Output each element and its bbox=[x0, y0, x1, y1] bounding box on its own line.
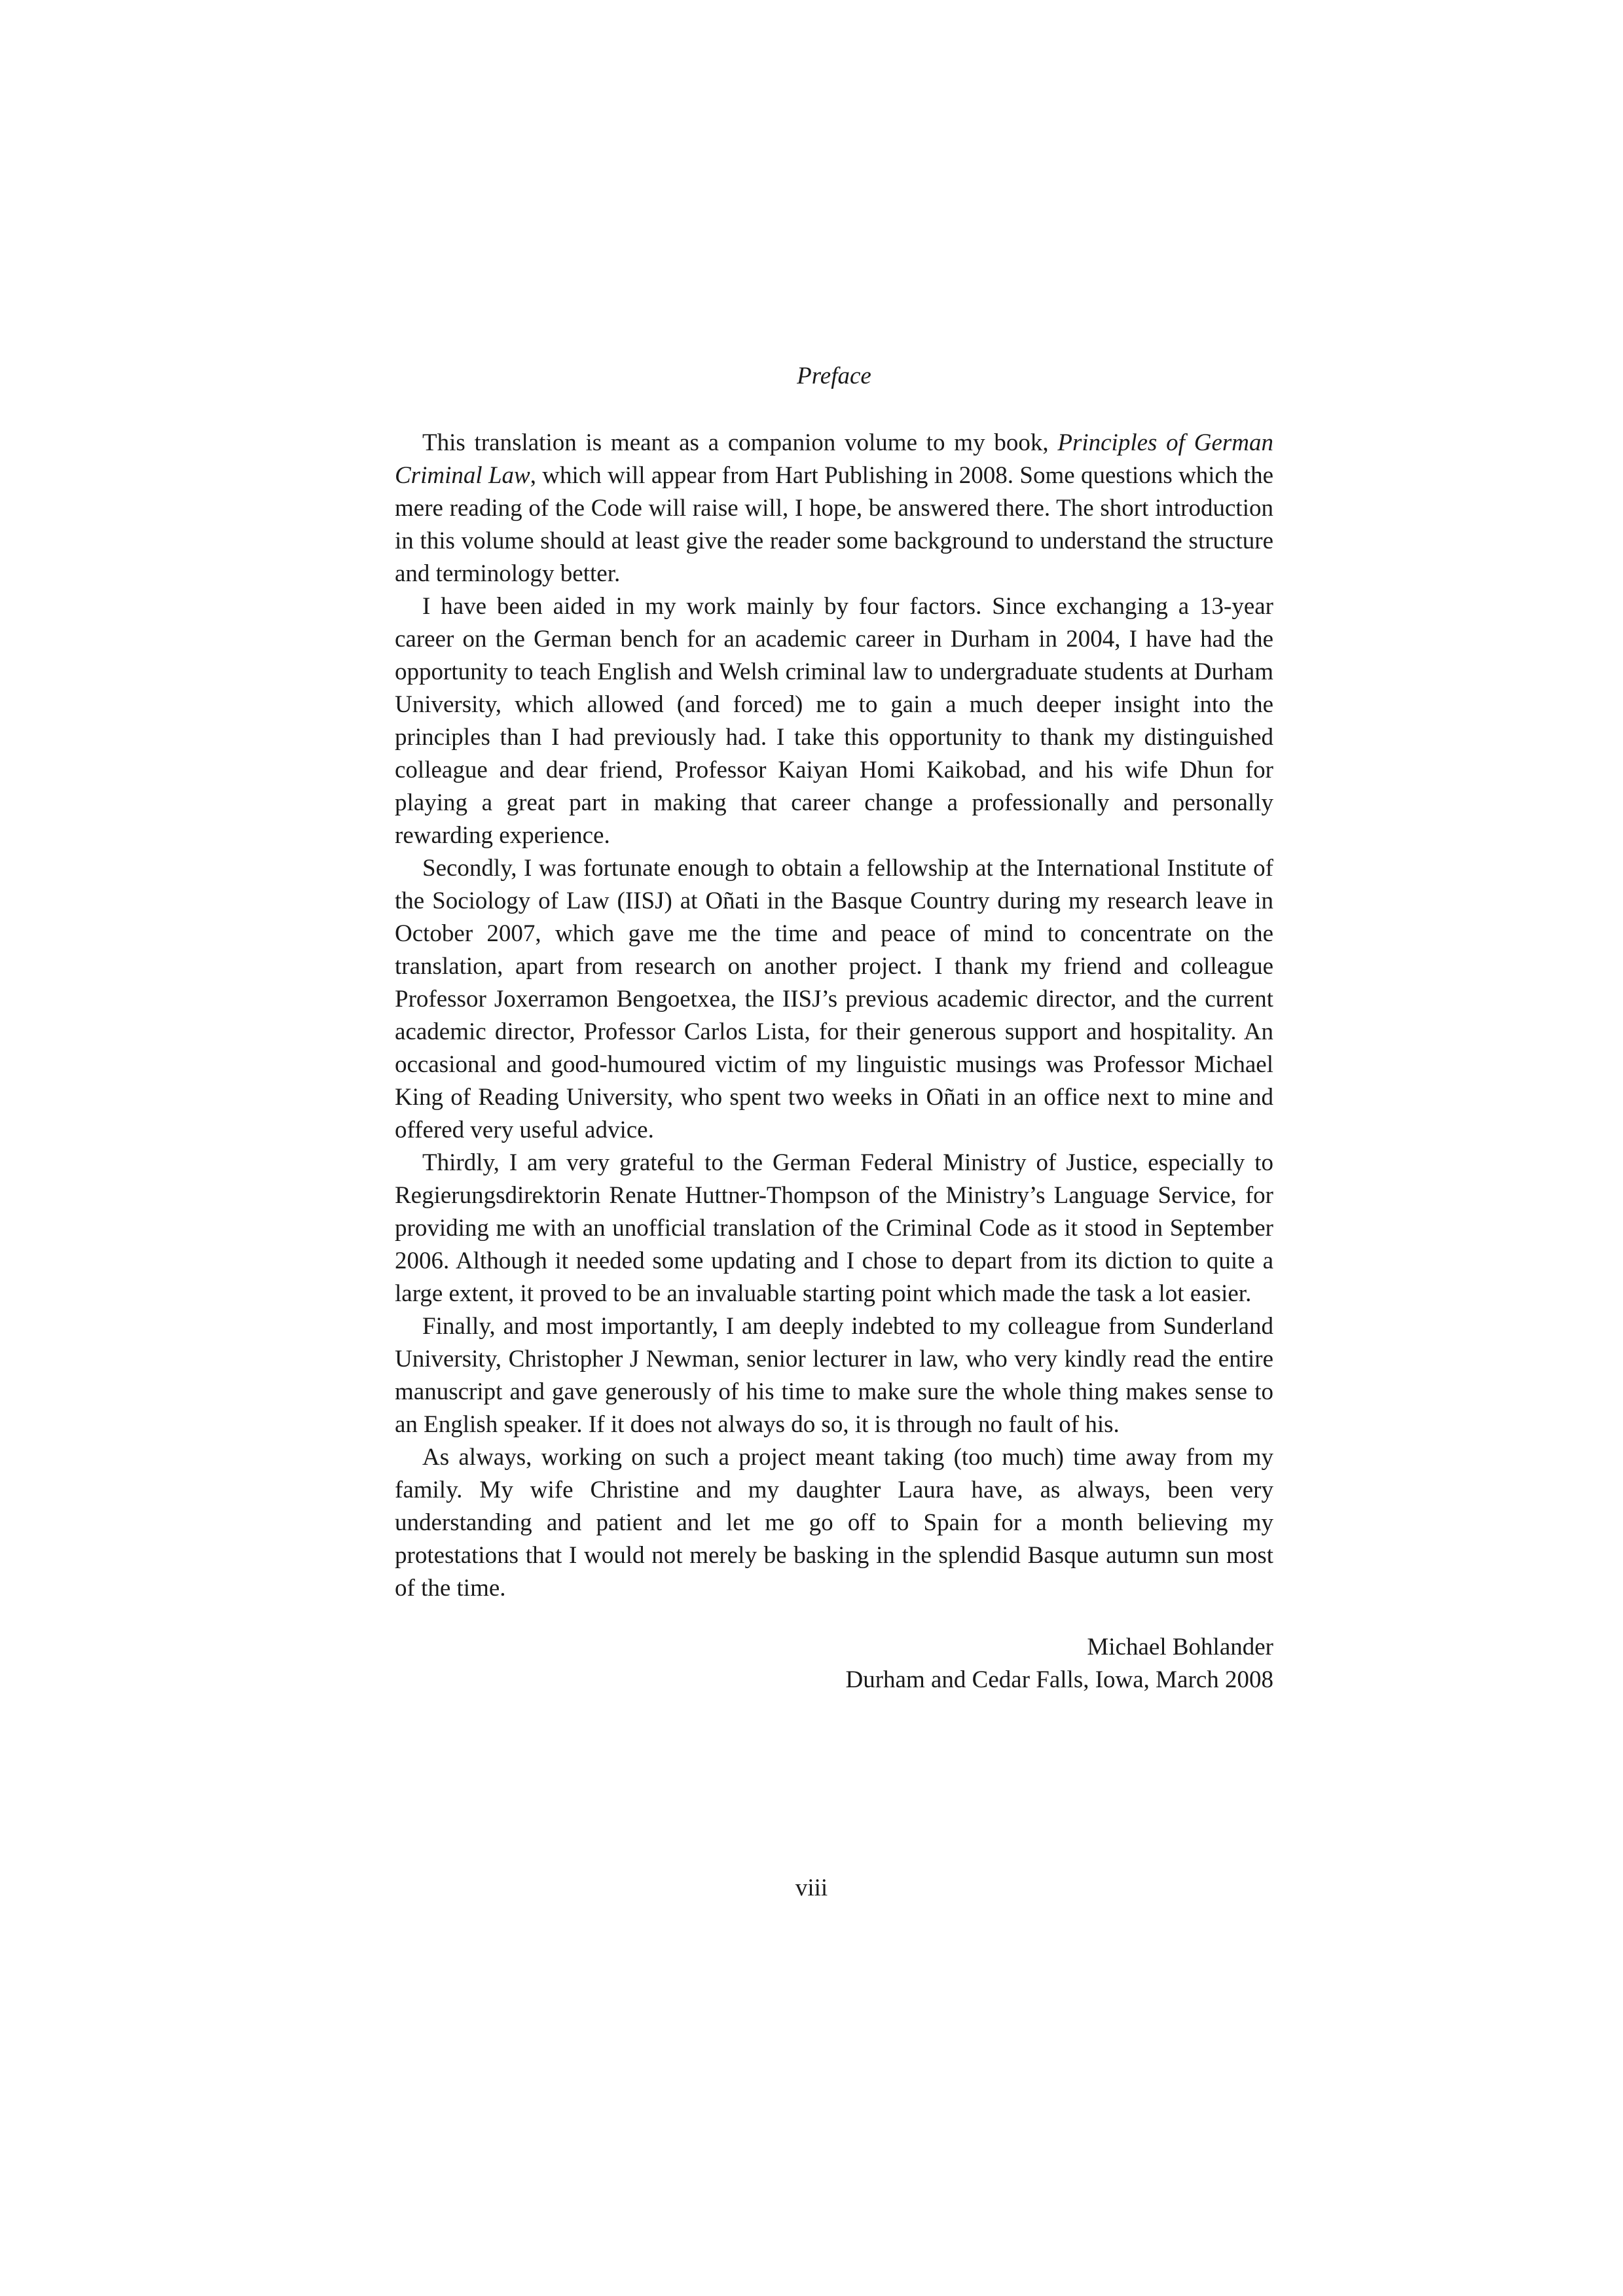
place-and-date: Durham and Cedar Falls, Iowa, March 2008 bbox=[845, 1666, 1273, 1693]
book-title: Principles of German Criminal Law bbox=[395, 429, 1273, 489]
paragraph-5: Finally, and most importantly, I am deeply indebted to my colleague from Sunderland University, Christopher J Newman, senior lecturer in law, who very kindly read the entire manuscript and gave generously of his time to make sure the whole thing makes sense to an English speaker. If it does not always do so, it is through no fault of his. bbox=[395, 1313, 1273, 1438]
page-heading: Preface bbox=[797, 363, 871, 389]
paragraph-6: As always, working on such a project meant taking (too much) time away from my family. My wife Christine and my daughter Laura have, as always, been very understanding and patient and let me go off to Spain for a month believing my protestations that I would not merely be basking in the splendid Basque autumn sun most of the time. bbox=[395, 1444, 1273, 1602]
paragraph-2: I have been aided in my work mainly by four factors. Since exchanging a 13-year career on the German bench for an academic career in Durham in 2004, I have had the opportunity to teach English and Welsh criminal law to undergraduate students at Durham University, which allowed (and forced) me to gain a much deeper insight into the principles than I had previously had. I take this opportunity to thank my distinguished colleague and dear friend, Professor Kaiyan Homi Kaikobad, and his wife Dhun for playing a great part in making that career change a professionally and personally rewarding experience. bbox=[395, 593, 1273, 849]
paragraph-3: Secondly, I was fortunate enough to obtain a fellowship at the International Institute of the Sociology of Law (IISJ) at Oñati in the Basque Country during my research leave in October 2007, which gave me the time and peace of mind to concentrate on the translation, apart from research on another project. I thank my friend and colleague Professor Joxerramon Bengoetxea, the IISJ’s previous academic director, and the current academic director, Professor Carlos Lista, for their generous support and hospitality. An occasional and good-humoured victim of my linguistic musings was Professor Michael King of Reading University, who spent two weeks in Oñati in an office next to mine and offered very useful advice. bbox=[395, 855, 1273, 1143]
paragraph-4: Thirdly, I am very grateful to the German Federal Ministry of Justice, especially to Regierungsdirektorin Renate Huttner-Thompson of the Ministry’s Language Service, for providing me with an unofficial translation of the Criminal Code as it stood in September 2006. Although it needed some updating and I chose to depart from its diction to quite a large extent, it proved to be an invaluable starting point which made the task a lot easier. bbox=[395, 1149, 1273, 1307]
author-name: Michael Bohlander bbox=[1087, 1634, 1273, 1660]
paragraph-1-rest: , which will appear from Hart Publishing in 2008. Some questions which the mere reading of the Code will raise will, I hope, be answered there. The short introduction in this volume should at least give the reader some background to understand the structure and terminology better. bbox=[395, 462, 1273, 587]
page-number: viii bbox=[795, 1874, 828, 1901]
paragraph-1-lead: This translation is meant as a companion volume to my book, bbox=[422, 429, 1058, 456]
paragraph-1 bbox=[395, 427, 1273, 590]
preface-text-block bbox=[395, 360, 1273, 1696]
signature-block bbox=[395, 1631, 1273, 1696]
